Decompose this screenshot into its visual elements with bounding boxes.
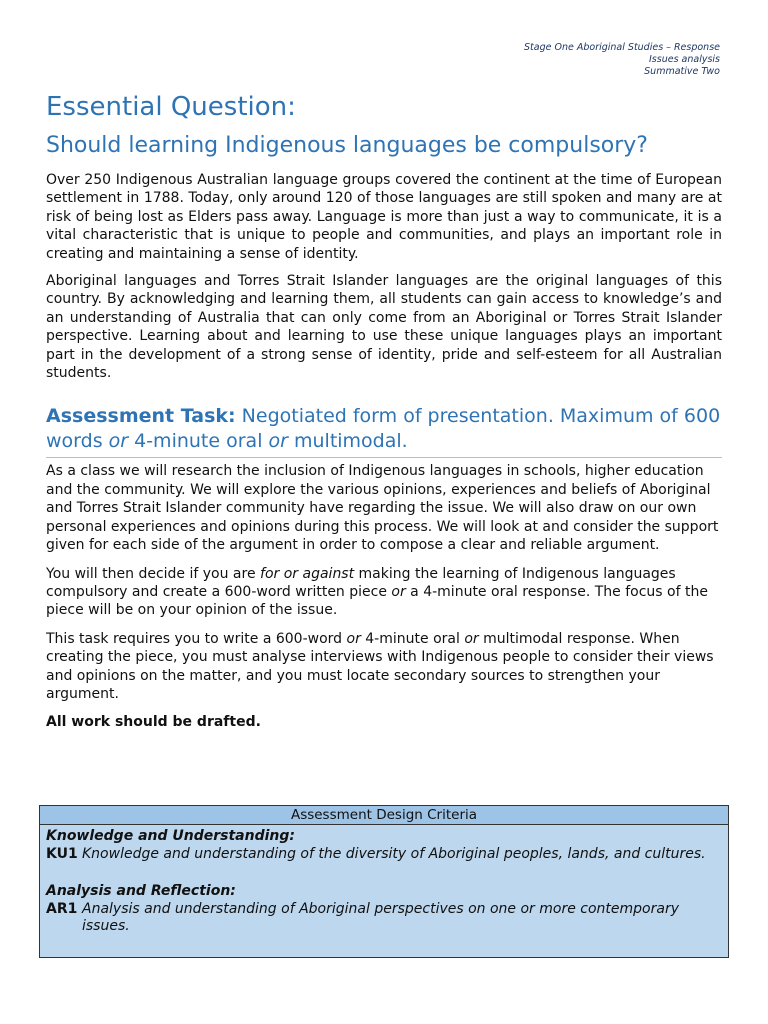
criteria-section-heading: Knowledge and Understanding: (46, 828, 295, 844)
task-p2-part-a: You will then decide if you are (46, 565, 261, 582)
task-heading-part-b: 4-minute oral (128, 430, 269, 453)
task-p3-part-b: 4-minute oral (360, 630, 465, 647)
criteria-row (46, 901, 722, 936)
essential-question-title: Essential Question: (46, 92, 296, 122)
task-paragraph-1: As a class we will research the inclusion of Indigenous languages in schools, higher education and the community. We will explore the various opinions, experiences and beliefs of Aboriginal and Torres Strait Islander community have regarding the issue. We will also draw on our own personal experiences and opinions during this process. We will look at and consider the support given for each side of the argument in order to compose a clear and reliable argument. (46, 463, 719, 554)
task-p2-part-c: a 4-minute oral response. The focus of the piece will be on your opinion of the issue. (46, 583, 708, 619)
criteria-table-title: Assessment Design Criteria (40, 806, 728, 825)
header-line-summative: Summative Two (644, 66, 720, 77)
criteria-table-body (40, 825, 728, 936)
task-p2-for-or-against: for or against (260, 565, 355, 582)
task-heading-part-a: Negotiated form of presentation. Maximum of 600 words (46, 405, 721, 453)
header-meta (524, 42, 720, 78)
criteria-row (46, 846, 722, 864)
intro-paragraph-2: Aboriginal languages and Torres Strait Islander languages are the original languages of this country. By acknowledging and learning them, all students can gain access to knowledge’s and an understanding of Australia that can only come from an Aboriginal or Torres Strait Islander perspective. Learning about and learning to use these unique languages plays an important part in the development of a strong sense of identity, pride and self-esteem for all Australian students. (46, 273, 722, 382)
criteria-text: Knowledge and understanding of the diversity of Aboriginal peoples, lands, and cultures. (82, 845, 706, 862)
task-p2-part-b: making the learning of Indigenous languages compulsory and create a 600-word written piece (46, 565, 676, 600)
task-paragraph-3 (46, 630, 722, 704)
main-content (46, 90, 722, 730)
drafted-notice: All work should be drafted. (46, 714, 261, 731)
intro-section (46, 171, 722, 382)
intro-paragraph-1: Over 250 Indigenous Australian language groups covered the continent at the time of European settlement in 1788. Today, only around 120 of those languages are still spoken and many are at risk of being lost as Elders pass away. Language is more than just a way to communicate, it is a vital characteristic that is unique to people and communities, and plays an important role in creating and maintaining a sense of identity. (46, 172, 722, 262)
essential-question-text: Should learning Indigenous languages be compulsory? (46, 133, 648, 158)
assessment-criteria-table (39, 805, 729, 958)
criteria-section-heading: Analysis and Reflection: (46, 883, 236, 899)
task-heading-or-1: or (108, 430, 129, 453)
task-p2-or: or (391, 583, 406, 600)
header-line-course: Stage One Aboriginal Studies – Response (524, 42, 720, 53)
criteria-code: KU1 (46, 845, 78, 862)
task-paragraph-2 (46, 565, 722, 620)
task-p3-part-c: multimodal response. When creating the piece, you must analyse interviews with Indigenous people to consider their views and opinions on the matter, and you must locate secondary sources to strengthen your argument. (46, 630, 714, 702)
task-p3-or-1: or (346, 630, 361, 647)
criteria-text: Analysis and understanding of Aboriginal perspectives on one or more contemporary issues. (82, 900, 679, 934)
task-heading-or-2: or (268, 430, 288, 453)
assessment-task-label: Assessment Task: (46, 405, 236, 428)
assessment-task-body (46, 462, 722, 730)
task-p3-or-2: or (464, 630, 479, 647)
criteria-code: AR1 (46, 900, 78, 917)
header-line-type: Issues analysis (649, 54, 720, 65)
task-heading-part-c: multimodal. (287, 430, 408, 453)
assessment-task-heading (46, 404, 722, 458)
task-p3-part-a: This task requires you to write a 600-word (46, 630, 347, 647)
